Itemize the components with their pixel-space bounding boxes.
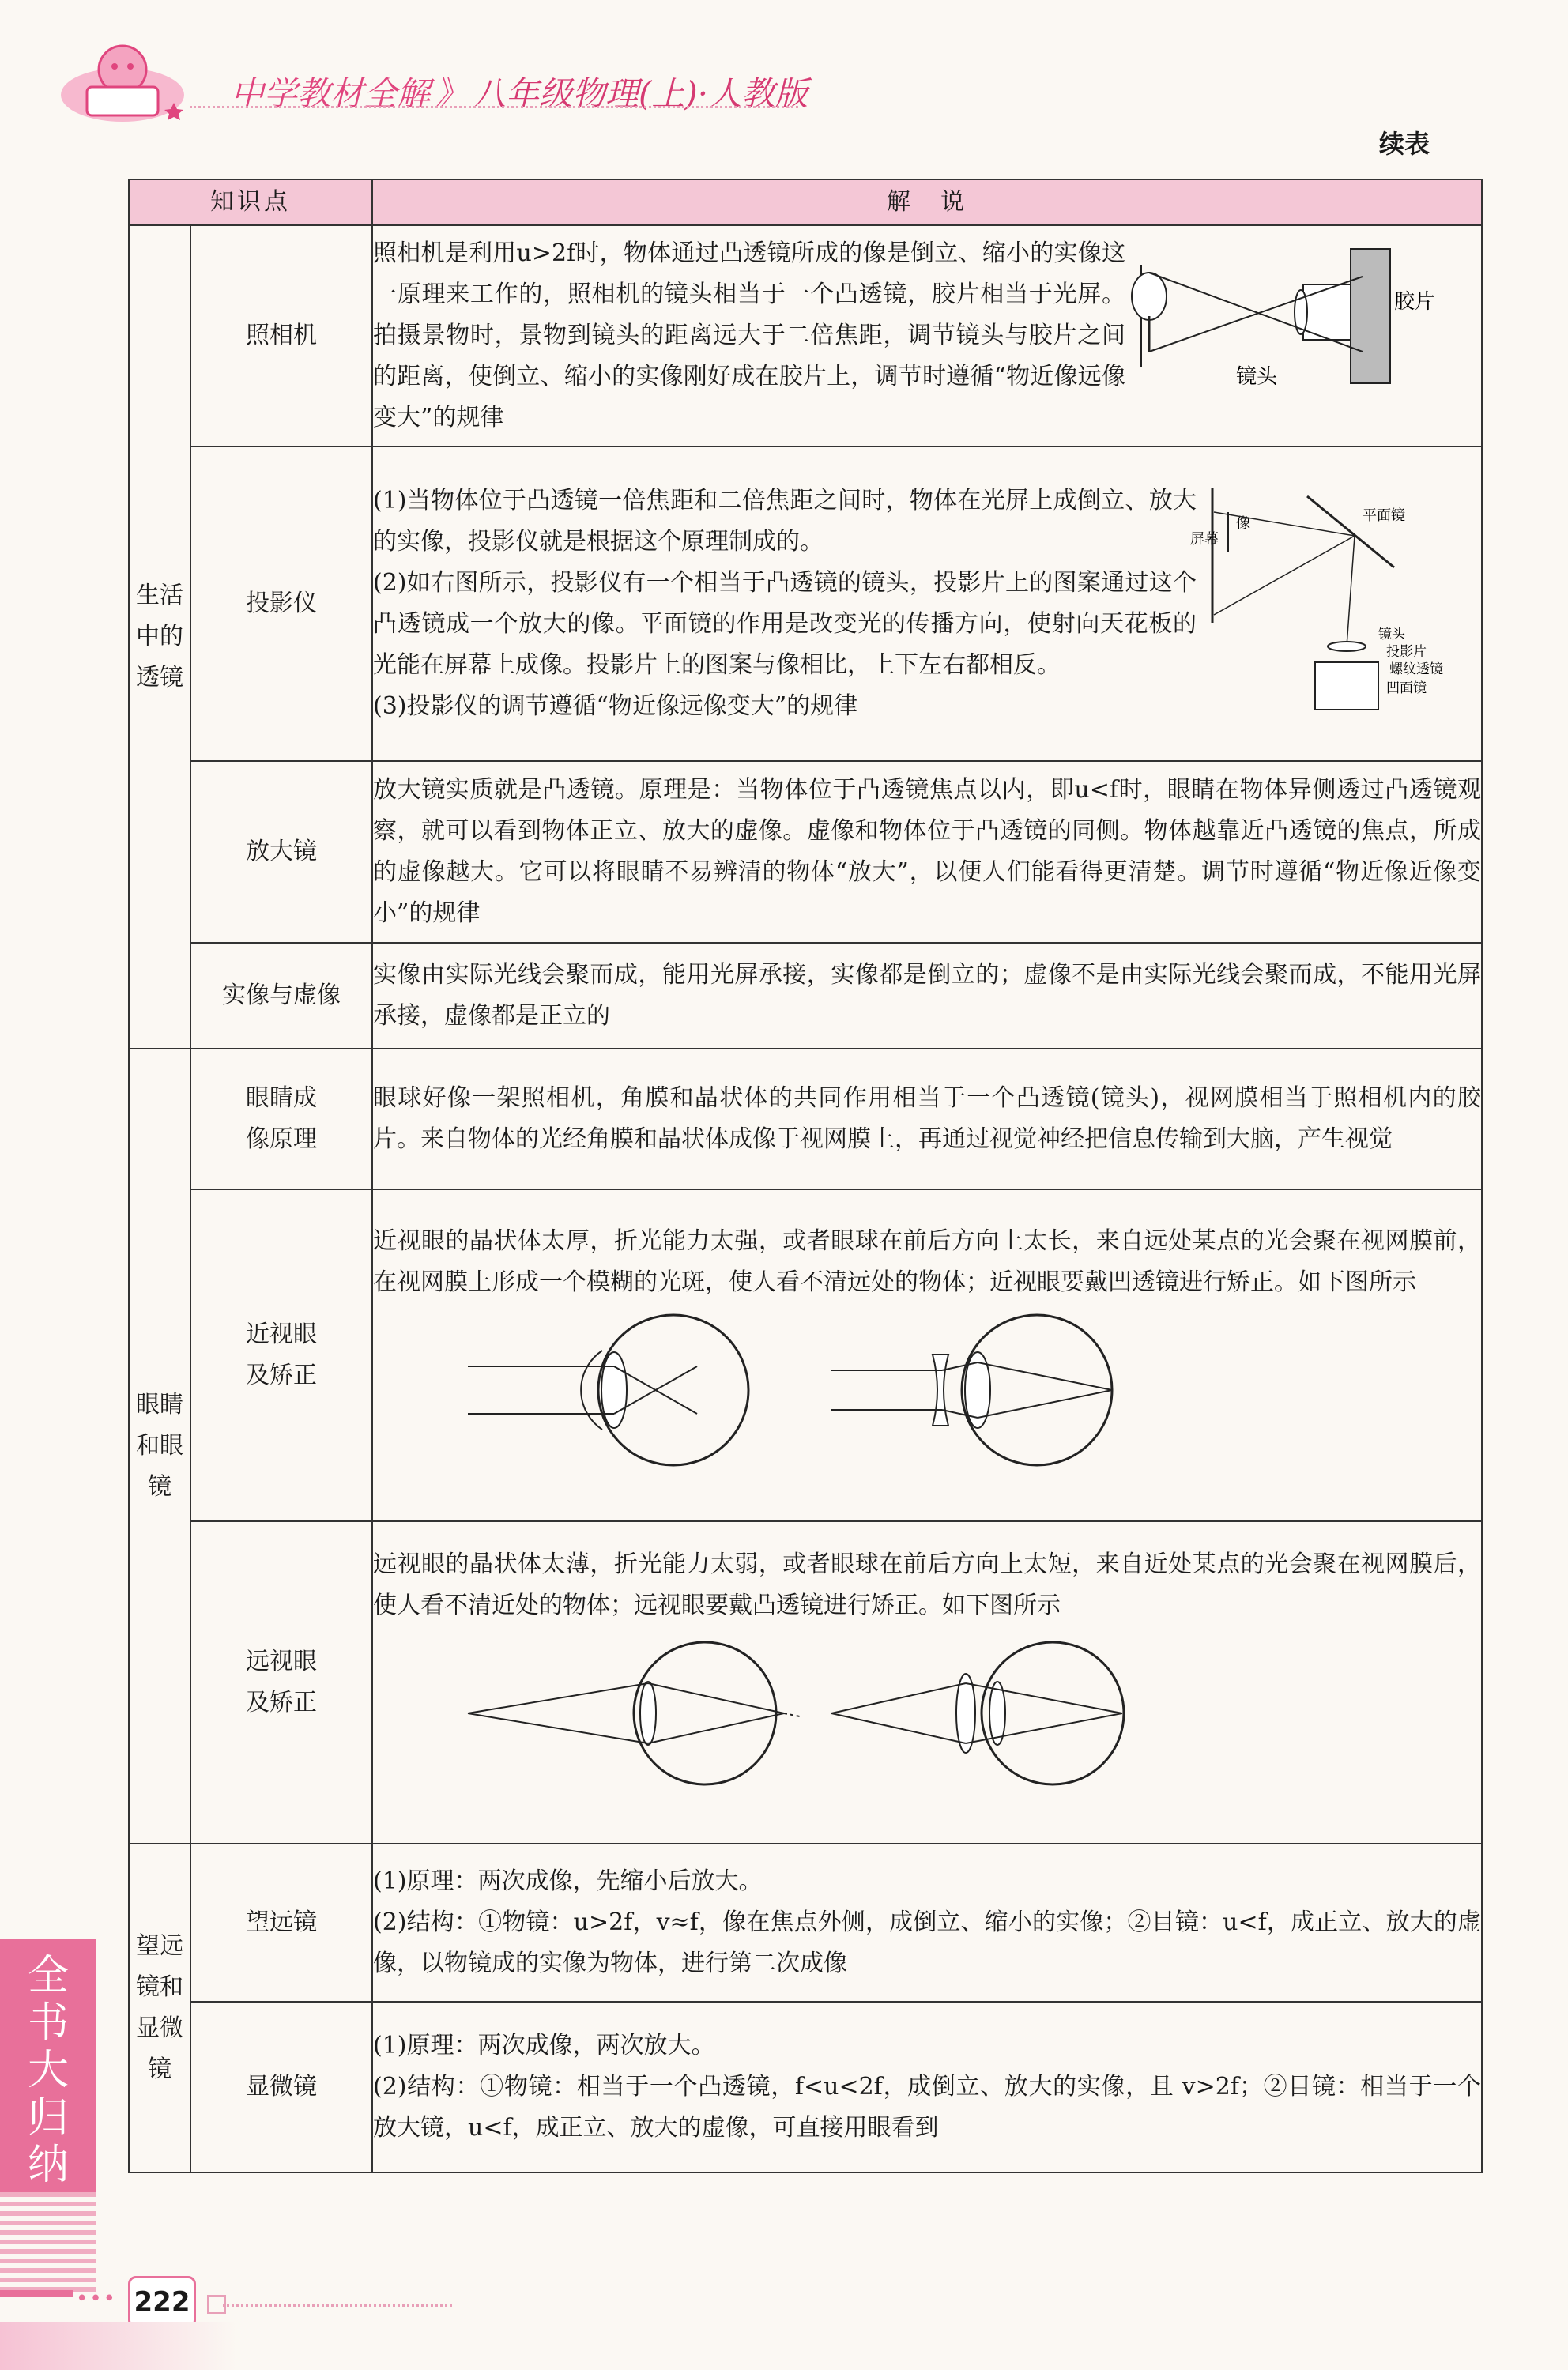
projector-text: (1)当物体位于凸透镜一倍焦距和二倍焦距之间时，物体在光屏上成倒立、放大的实像，投影仪就是根据这个原理制成的。 (2)如右图所示，投影仪有一个相当于凸透镜的镜头，投影片上的图案通过这个凸透镜成一个放大的像。平面镜的作用是改变光的传播方向，使射向天花板的光能在屏幕上成像。投影片上的图案与像相比，上下左右都相反。 (3)投影仪的调节遵循“物近像远像变大”的规律 bbox=[373, 487, 1197, 720]
category-telescope-microscope: 望远 镜和 显微 镜 bbox=[129, 1844, 190, 2172]
desc-eye-principle bbox=[372, 1049, 1482, 1189]
table-header-row bbox=[129, 179, 1482, 225]
footer-divider bbox=[223, 2304, 452, 2307]
header-title bbox=[231, 68, 808, 115]
side-stripes bbox=[0, 2192, 96, 2295]
table-row bbox=[129, 2002, 1482, 2172]
category-eye-glasses: 眼睛 和眼 镜 bbox=[129, 1049, 190, 1844]
desc-telescope bbox=[372, 1844, 1482, 2002]
label-screen: 屏幕 bbox=[1190, 531, 1219, 548]
topic-projector: 投影仪 bbox=[190, 446, 372, 761]
label-slide: 投影片 bbox=[1386, 644, 1427, 660]
label-proj-lens: 镜头 bbox=[1378, 627, 1405, 642]
hyperopia-text: 远视眼的晶状体太薄，折光能力太弱，或者眼球在前后方向上太短，来自近处某点的光会聚在视网膜后，使人看不清近处的物体；远视眼要戴凸透镜进行矫正。如下图所示 bbox=[373, 1550, 1481, 1619]
header-divider bbox=[190, 106, 798, 108]
table-row bbox=[129, 761, 1482, 943]
knowledge-table bbox=[128, 179, 1483, 2173]
label-concave: 凹面镜 bbox=[1386, 680, 1427, 696]
magnifier-text: 放大镜实质就是凸透镜。原理是：当物体位于凸透镜焦点以内，即u<f时，眼睛在物体异侧透过凸透镜观察，就可以看到物体正立、放大的虚像。虚像和物体位于凸透镜的同侧。物体越靠近凸透镜的焦点，所成的虚像越大。它可以将眼睛不易辨清的物体“放大”，以便人们能看得更清楚。调节时遵循“物近像近像变小”的规律 bbox=[373, 776, 1481, 927]
eyeprinciple-text: 眼球好像一架照相机，角膜和晶状体的共同作用相当于一个凸透镜(镜头)，视网膜相当于照相机内的胶片。来自物体的光经角膜和晶状体成像于视网膜上，再通过视觉神经把信息传输到大脑，产生视觉 bbox=[373, 1084, 1481, 1153]
series-name: 中学教材全解 bbox=[231, 74, 431, 113]
page-number: 222 bbox=[128, 2276, 196, 2328]
label-mirror: 平面镜 bbox=[1363, 507, 1405, 524]
desc-camera bbox=[372, 225, 1482, 446]
projector-diagram bbox=[1190, 480, 1481, 718]
table-row bbox=[129, 1189, 1482, 1521]
table-row bbox=[129, 1521, 1482, 1844]
header-explanation: 解 说 bbox=[372, 179, 1482, 225]
realvirtual-text: 实像由实际光线会聚而成，能用光屏承接，实像都是倒立的；虚像不是由实际光线会聚而成，不能用光屏承接，虚像都是正立的 bbox=[373, 961, 1481, 1030]
camera-text: 照相机是利用u>2f时，物体通过凸透镜所成的像是倒立、缩小的实像这一原理来工作的，照相机的镜头相当于一个凸透镜，胶片相当于光屏。拍摄景物时，景物到镜头的距离远大于二倍焦距，调节镜头与胶片之间的距离，使倒立、缩小的实像刚好成在胶片上，调节时遵循“物近像远像变大”的规律 bbox=[373, 239, 1125, 431]
topic-camera: 照相机 bbox=[190, 225, 372, 446]
table-row bbox=[129, 446, 1482, 761]
chevron-icon: 》 bbox=[435, 74, 469, 113]
myopia-diagram bbox=[373, 1303, 1464, 1477]
camera-diagram bbox=[1125, 233, 1481, 391]
category-life-lens: 生活 中的 透镜 bbox=[129, 225, 190, 1049]
page-header bbox=[0, 0, 1568, 134]
table-row bbox=[129, 1844, 1482, 2002]
book-subtitle: 八年级物理(上)·人教版 bbox=[473, 74, 808, 113]
topic-myopia: 近视眼 及矫正 bbox=[190, 1189, 372, 1521]
side-tab-label: 全 书 大 归 纳 bbox=[27, 1952, 69, 2189]
desc-real-virtual bbox=[372, 943, 1482, 1049]
topic-real-virtual: 实像与虚像 bbox=[190, 943, 372, 1049]
table-row bbox=[129, 943, 1482, 1049]
topic-hyperopia: 远视眼 及矫正 bbox=[190, 1521, 372, 1844]
desc-projector bbox=[372, 446, 1482, 761]
continued-label: 续表 bbox=[1378, 129, 1430, 159]
topic-telescope: 望远镜 bbox=[190, 1844, 372, 2002]
desc-magnifier bbox=[372, 761, 1482, 943]
header-knowledge: 知识点 bbox=[129, 179, 372, 225]
desc-hyperopia bbox=[372, 1521, 1482, 1844]
label-fresnel: 螺纹透镜 bbox=[1389, 661, 1443, 677]
topic-microscope: 显微镜 bbox=[190, 2002, 372, 2172]
myopia-text: 近视眼的晶状体太厚，折光能力太强，或者眼球在前后方向上太长，来自远处某点的光会聚在视网膜前，在视网膜上形成一个模糊的光斑，使人看不清远处的物体；近视眼要戴凹透镜进行矫正。如下图所示 bbox=[373, 1226, 1481, 1296]
label-image: 像 bbox=[1236, 515, 1250, 532]
microscope-text: (1)原理：两次成像，两次放大。 (2)结构：①物镜：相当于一个凸透镜，f<u<2f，成倒立、放大的实像，且 v>2f；②目镜：相当于一个放大镜，u<f，成正立、放大的虚像，可直接用眼看到 bbox=[373, 2032, 1481, 2142]
footer-bar bbox=[0, 2290, 73, 2297]
bottom-strip bbox=[0, 2322, 237, 2370]
desc-myopia bbox=[372, 1189, 1482, 1521]
label-film: 胶片 bbox=[1394, 290, 1436, 314]
label-lens: 镜头 bbox=[1236, 365, 1278, 389]
footer-dots: ••• bbox=[76, 2287, 118, 2311]
telescope-text: (1)原理：两次成像，先缩小后放大。 (2)结构：①物镜：u>2f，v≈f，像在焦点外侧，成倒立、缩小的实像；②目镜：u<f，成正立、放大的虚像，以物镜成的实像为物体，进行第二次成像 bbox=[373, 1867, 1481, 1977]
hyperopia-diagram bbox=[373, 1626, 1464, 1808]
topic-eye-principle: 眼睛成 像原理 bbox=[190, 1049, 372, 1189]
desc-microscope bbox=[372, 2002, 1482, 2172]
book-logo-icon bbox=[55, 40, 190, 126]
table-row bbox=[129, 1049, 1482, 1189]
topic-magnifier: 放大镜 bbox=[190, 761, 372, 943]
table-row bbox=[129, 225, 1482, 446]
